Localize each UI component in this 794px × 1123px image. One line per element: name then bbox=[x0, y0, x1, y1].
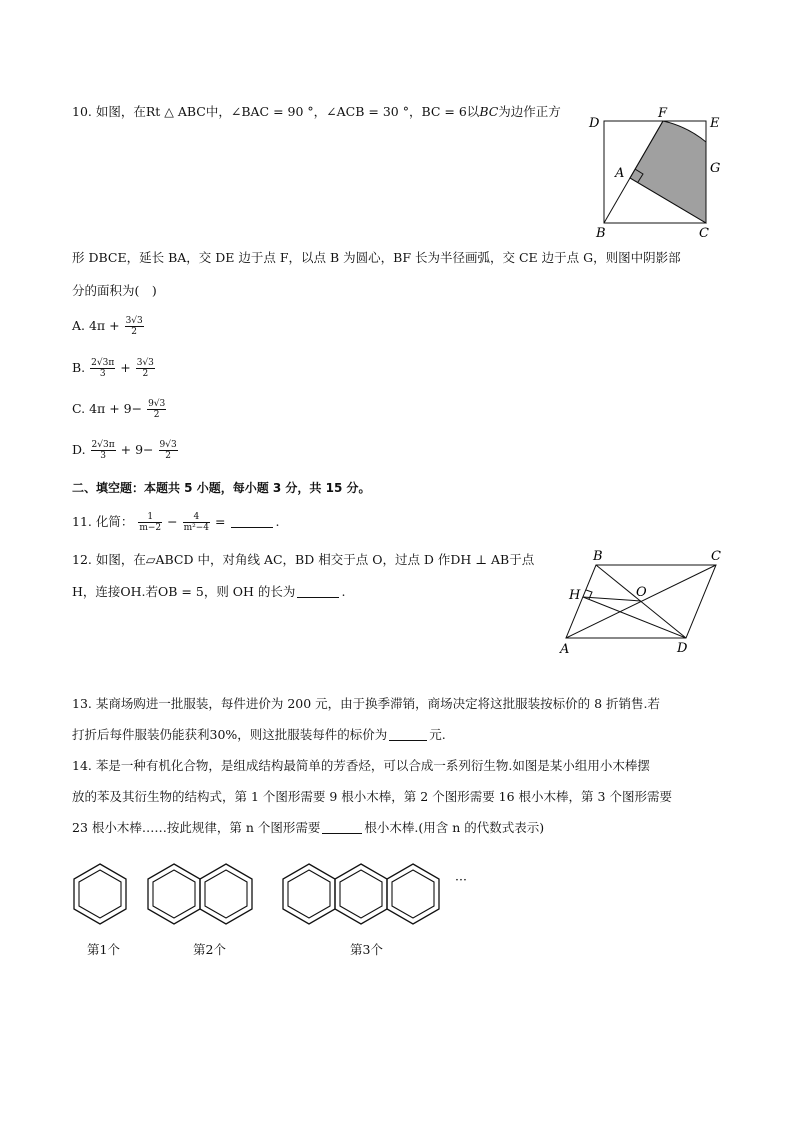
caption-1: 第1个 bbox=[87, 942, 120, 957]
label-d: D bbox=[589, 116, 600, 131]
line-dh bbox=[583, 597, 686, 638]
q14-line2: 放的苯及其衍生物的结构式，第 1 个图形需要 9 根小木棒，第 2 个图形需要 16 根小木棒，第 3 个图形需要 bbox=[72, 789, 672, 804]
label-e: E bbox=[710, 116, 720, 131]
label-h: H bbox=[569, 588, 581, 603]
section-2-heading: 二、填空题：本题共 5 小题，每小题 3 分，共 15 分。 bbox=[72, 481, 371, 495]
q13-line1: 13. 某商场购进一批服装，每件进价为 200 元，由于换季滞销，商场决定将这批服装按标价的 8 折销售.若 bbox=[72, 696, 661, 711]
caption-3: 第3个 bbox=[350, 942, 383, 957]
q11-answer-blank[interactable] bbox=[231, 515, 273, 528]
q12-answer-blank[interactable] bbox=[297, 585, 339, 598]
q13-answer-blank[interactable] bbox=[389, 728, 427, 741]
label-a: A bbox=[560, 642, 570, 657]
q10-line2: 形 DBCE，延长 BA，交 DE 边于点 F，以点 B 为圆心，BF 长为半径画弧，交 CE 边于点 G，则图中阴影部 bbox=[72, 250, 681, 265]
q12-figure bbox=[555, 545, 730, 660]
label-g: G bbox=[710, 161, 721, 176]
benzene-ellipsis: ··· bbox=[455, 872, 467, 887]
q10-option-b: B. $\frac{2√3\pi}{3}$ + $\frac{3√3}{2}$ bbox=[72, 358, 154, 379]
q10-figure bbox=[585, 105, 725, 240]
diagonal-bd bbox=[596, 565, 686, 638]
q10-option-c: C. 4π + 9− $\frac{9√3}{2}$ bbox=[72, 399, 166, 420]
label-d: D bbox=[677, 641, 688, 656]
label-b: B bbox=[593, 549, 603, 564]
benzene-figure-3 bbox=[276, 856, 451, 932]
q10-option-d: D. $\frac{2√3\pi}{3}$ + 9− $\frac{9√3}{2}$ bbox=[72, 440, 177, 461]
q12-line2: H，连接OH.若OB = 5，则 OH 的长为 . bbox=[72, 584, 346, 599]
q11: 11. 化简： $\frac{1}{m-2}$ − $\frac{4}{\text{m²−4}}$ = . bbox=[72, 512, 280, 533]
q14-line1: 14. 苯是一种有机化合物，是组成结构最简单的芳香烃，可以合成一系列衍生物.如图是某小组用小木棒摆 bbox=[72, 758, 650, 773]
benzene-figure-2 bbox=[143, 856, 263, 932]
caption-2: 第2个 bbox=[193, 942, 226, 957]
label-f: F bbox=[658, 106, 668, 121]
label-c: C bbox=[711, 549, 721, 564]
q10-line3: 分的面积为( ) bbox=[72, 283, 157, 298]
label-o: O bbox=[636, 585, 647, 600]
q13-line2: 打折后每件服装仍能获利30%，则这批服装每件的标价为 元. bbox=[72, 727, 446, 742]
q10-line1: 10. 如图，在Rt △ ABC中，∠BAC = 90 °，∠ACB = 30 °，BC = 6以BC为边作正方 bbox=[72, 104, 561, 119]
q10-option-a: A. 4π + $\frac{3√3}{2}$ bbox=[72, 316, 143, 337]
label-b: B bbox=[596, 226, 606, 240]
label-a: A bbox=[615, 166, 625, 181]
q14-answer-blank[interactable] bbox=[322, 821, 362, 834]
label-c: C bbox=[699, 226, 709, 240]
benzene-figure-1 bbox=[66, 856, 136, 932]
q12-line1: 12. 如图，在▱ABCD 中，对角线 AC，BD 相交于点 O，过点 D 作DH ⊥ AB于点 bbox=[72, 552, 535, 567]
shaded-region bbox=[630, 121, 706, 223]
q14-line3: 23 根小木棒……按此规律，第 n 个图形需要 根小木棒.(用含 n 的代数式表示) bbox=[72, 820, 545, 835]
